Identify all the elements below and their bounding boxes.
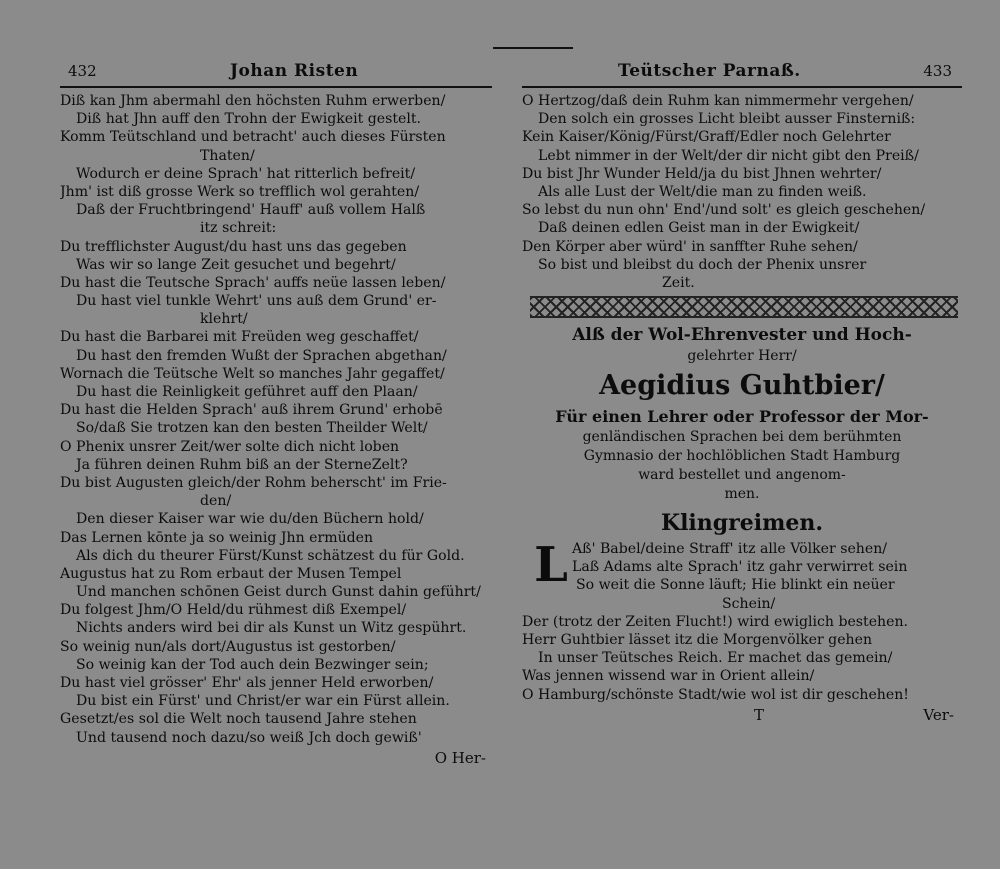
text-line: Und manchen schōnen Geist durch Gunst dahin geführt/ [76,584,481,601]
text-line: Du hast viel grösser' Ehr' als jenner Held erworben/ [60,675,434,691]
text-line: Wodurch er deine Sprach' hat ritterlich befreit/ [76,165,416,182]
text-line: Als alle Lust der Welt/die man zu finden weiß. [538,183,867,200]
left-page-text [60,92,492,747]
text-line: Du hast den fremden Wußt der Sprachen abgethan/ [76,347,447,364]
text-line: O Hertzog/daß dein Ruhm kan nimmermehr vergehen/ [522,93,914,109]
section-heading: Klingreimen. [660,510,824,537]
poem-title-line-7: men. [724,486,760,503]
catchword: Ver- [923,705,954,724]
text-line: itz schreit: [200,220,277,237]
page-number: 433 [923,62,952,80]
text-line: Du trefflichster August/du hast uns das gegeben [60,238,407,255]
catchword: O Her- [434,748,486,767]
text-line: Was wir so lange Zeit gesuchet und begehrt/ [76,256,396,273]
text-line: Was jennen wissend war in Orient allein/ [522,668,815,685]
poem-title-line-4: genländischen Sprachen bei dem berühmten [582,429,902,446]
text-line: So weinig nun/als dort/Augustus ist gestorben/ [60,638,396,655]
right-page-text [522,92,962,292]
text-line: Aß' Babel/deine Straff' itz alle Völker sehen/ [572,541,888,558]
text-line: Kein Kaiser/König/Fürst/Graff/Edler noch Gelehrter [522,129,891,146]
page-number: 432 [68,62,97,80]
poem-title-name: Aegidius Guhtbier/ [599,370,885,402]
text-line: Du bist ein Fürst' und Christ/er war ein Fürst allein. [76,693,450,710]
text-line: Und tausend noch dazu/so weiß Jch doch gewiß' [76,729,422,746]
poem-title-line-2: gelehrter Herr/ [687,348,797,365]
text-line: O Phenix unsrer Zeit/wer solte dich nicht loben [60,438,400,455]
text-line: Du hast viel tunkle Wehrt' uns auß dem Grund' er- [76,293,437,310]
text-line: Lebt nimmer in der Welt/der dir nicht gibt den Preiß/ [538,147,919,164]
text-line: Du folgest Jhm/O Held/du rühmest diß Exempel/ [60,602,407,619]
drop-capital: L [534,537,568,594]
right-page-header [522,60,962,88]
poem-title-line-3: Für einen Lehrer oder Professor der Mor- [555,407,929,427]
text-line: So weit die Sonne läuft; Hie blinkt ein neüer [576,577,895,594]
text-line: In unser Teütsches Reich. Er machet das gemein/ [538,650,893,667]
text-line: Jhm' ist diß grosse Werk so trefflich wol gerahten/ [60,183,420,200]
text-line: Gesetzt/es sol die Welt noch tausend Jahre stehen [60,711,417,728]
right-catchword-row [522,704,962,726]
text-line: O Hamburg/schönste Stadt/wie wol ist dir geschehen! [522,686,909,703]
text-line: Du hast die Teutsche Sprach' auffs neüe lassen leben/ [60,274,446,291]
text-line: Den solch ein grosses Licht bleibt ausser Finsterniß: [538,111,916,128]
running-head: Johan Risten [230,61,359,81]
text-line: Du hast die Helden Sprach' auß ihrem Grund' erhobē [60,402,443,419]
text-line: Den dieser Kaiser war wie du/den Büchern hold/ [76,511,424,528]
text-line: Du hast die Barbarei mit Freüden weg geschaffet/ [60,329,419,346]
text-line: Herr Guhtbier lässet itz die Morgenvölker gehen [522,632,873,648]
text-line: Komm Teütschland und betracht' auch dieses Fürsten [60,129,446,146]
text-line: Du bist Augusten gleich/der Rohm beherscht' im Frie- [60,474,447,491]
text-line: Laß Adams alte Sprach' itz gahr verwirret sein [572,559,908,576]
left-page [60,60,492,769]
poem-title-line-5: Gymnasio der hochlöblichen Stadt Hamburg [583,448,901,465]
text-line: Schein/ [722,595,776,612]
text-line: So bist und bleibst du doch der Phenix unsrer [538,256,867,273]
text-line: Diß hat Jhn auff den Trohn der Ewigkeit gestelt. [76,111,422,128]
text-line: Der (trotz der Zeiten Flucht!) wird ewiglich bestehen. [522,613,909,630]
text-line: Daß deinen edlen Geist man in der Ewigkeit/ [538,220,860,237]
poem-lines [522,537,962,704]
text-line: So lebst du nun ohn' End'/und solt' es gleich geschehen/ [522,202,926,219]
text-line: Ja führen deinen Ruhm biß an der SterneZelt? [76,456,408,473]
text-line: Augustus hat zu Rom erbaut der Musen Tempel [60,565,402,582]
text-line: klehrt/ [200,311,248,328]
ornamental-band [530,296,958,318]
text-line: So/daß Sie trotzen kan den besten Theilder Welt/ [76,420,428,437]
poem-title-line-6: ward bestellet und angenom- [638,467,846,484]
text-line: Diß kan Jhm abermahl den höchsten Ruhm erwerben/ [60,93,446,109]
text-line: Nichts anders wird bei dir als Kunst un Witz gespührt. [76,620,467,637]
running-head: Teütscher Parnaß. [618,61,801,81]
poem-body [522,537,962,704]
left-page-header [60,60,492,88]
text-line: Zeit. [662,274,695,291]
text-line: Thaten/ [200,147,255,164]
text-line: Du hast die Reinligkeit geführet auff den Plaan/ [76,384,418,400]
signature-mark: T [754,705,765,724]
right-page [522,60,962,726]
text-line: Wornach die Teütsche Welt so manches Jahr gegaffet/ [60,365,445,382]
text-line: Den Körper aber würd' in sanffter Ruhe sehen/ [522,238,858,255]
left-catchword-row [60,747,492,769]
text-line: Du bist Jhr Wunder Held/ja du bist Jhnen wehrter/ [522,165,882,182]
text-line: Als dich du theurer Fürst/Kunst schätzest du für Gold. [76,547,465,564]
decorative-rule [493,47,573,49]
text-line: So weinig kan der Tod auch dein Bezwinger sein; [76,656,429,673]
text-line: Das Lernen kōnte ja so weinig Jhn ermüden [60,529,374,546]
text-line: Daß der Fruchtbringend' Hauff' auß vollem Halß [76,202,426,219]
text-line: den/ [200,493,232,510]
poem-title-line-1: Alß der Wol-Ehrenvester und Hoch- [572,325,912,346]
